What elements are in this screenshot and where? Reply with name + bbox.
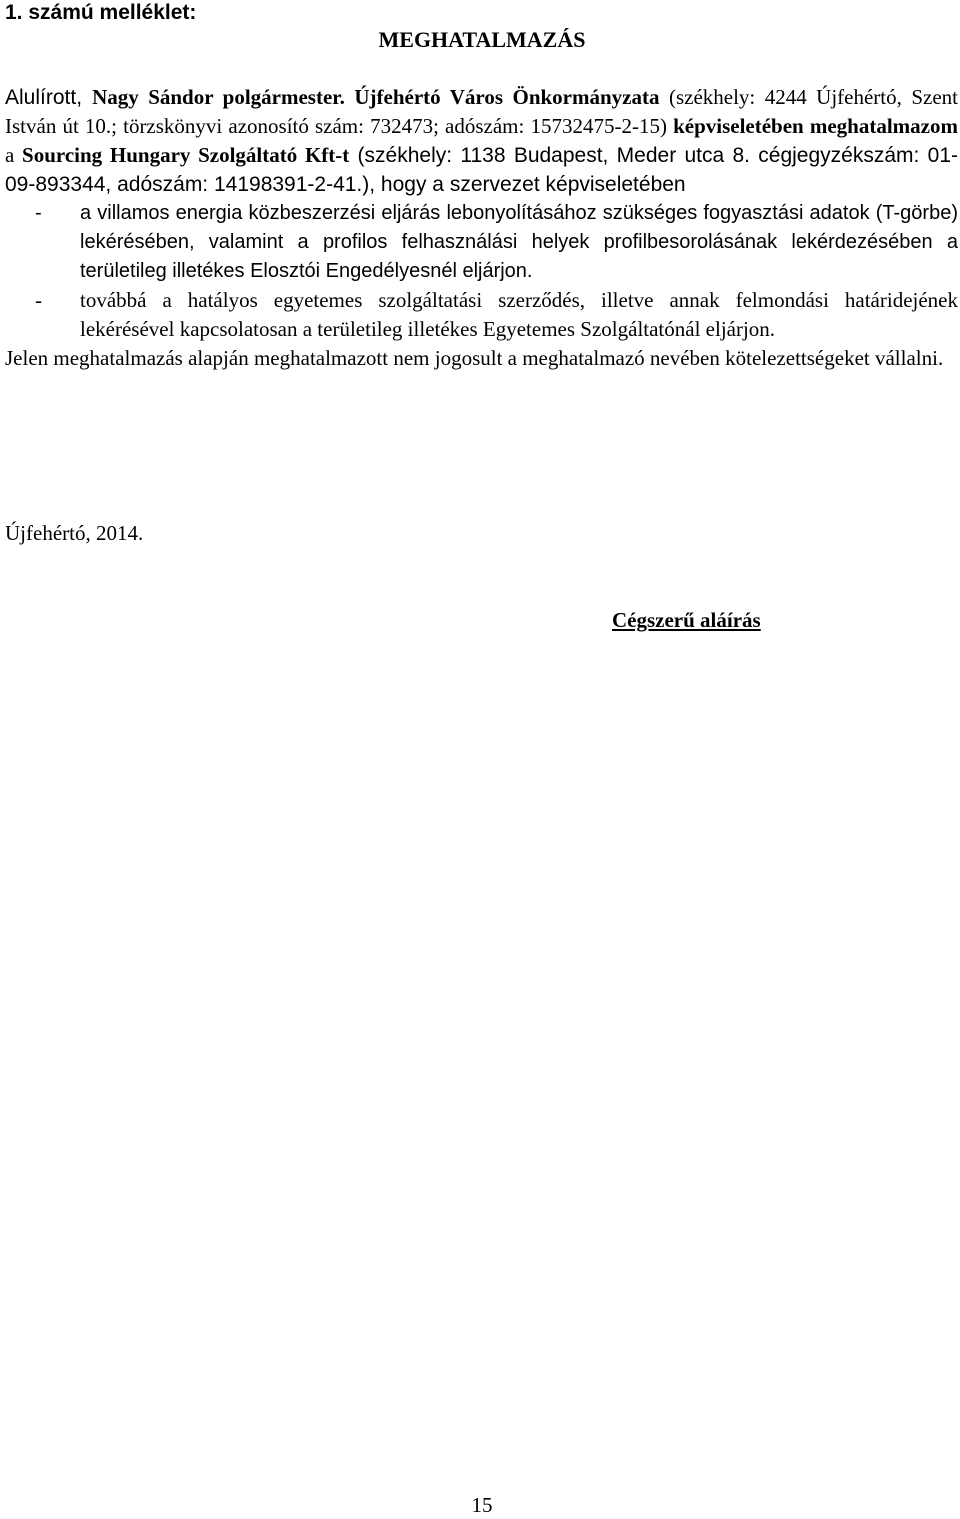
principal-name: Újfehértó Város Önkormányzata bbox=[354, 85, 660, 109]
intro-text-1: Alulírott, bbox=[5, 86, 93, 109]
intro-paragraph bbox=[5, 83, 958, 199]
signer-name: Nagy Sándor polgármester. bbox=[92, 85, 345, 109]
bullet-item bbox=[5, 199, 958, 286]
document-title: MEGHATALMAZÁS bbox=[378, 27, 586, 52]
page-number: 15 bbox=[471, 1493, 493, 1517]
represent-phrase: képviseletében meghatalmazom bbox=[673, 114, 958, 138]
document-body bbox=[5, 83, 958, 373]
bullet-dash: - bbox=[35, 202, 42, 224]
agent-name: Sourcing Hungary Szolgáltató Kft-t bbox=[22, 143, 350, 167]
intro-text-3: (székhely: 4244 Újfehértó, Szent István út 10.; törzskönyvi azonosító szám: 732473; adószám: 15732475-2-15) bbox=[5, 85, 958, 138]
intro-text-2 bbox=[345, 85, 354, 109]
date-line: Újfehértó, 2014. bbox=[5, 521, 144, 545]
bullet-dash: - bbox=[35, 288, 42, 312]
intro-text-5: (székhely: 1138 Budapest, Meder utca 8. cégjegyzékszám: 01-09-893344, adószám: 14198391-2-41.), hogy a szervezet képviseletében bbox=[5, 144, 958, 196]
annex-label: 1. számú melléklet: bbox=[5, 1, 197, 24]
bullet-item bbox=[5, 286, 958, 344]
bullet-text: a villamos energia közbeszerzési eljárás lebonyolításához szükséges fogyasztási adatok (T-görbe) lekérésében, valamint a profilos felhasználási helyek profilbesorolásának lekérdezésében a területileg illetékes Elosztói Engedélyesnél eljárjon. bbox=[80, 202, 958, 282]
bullet-text: továbbá a hatályos egyetemes szolgáltatási szerződés, illetve annak felmondási határidejének lekérésével kapcsolatosan a területileg illetékes Egyetemes Szolgáltatónál eljárjon. bbox=[80, 288, 958, 341]
intro-text-4: a bbox=[5, 143, 23, 167]
closing-paragraph: Jelen meghatalmazás alapján meghatalmazott nem jogosult a meghatalmazó nevében kötelezettségeket vállalni. bbox=[5, 346, 944, 370]
signature-label: Cégszerű aláírás bbox=[612, 608, 761, 632]
